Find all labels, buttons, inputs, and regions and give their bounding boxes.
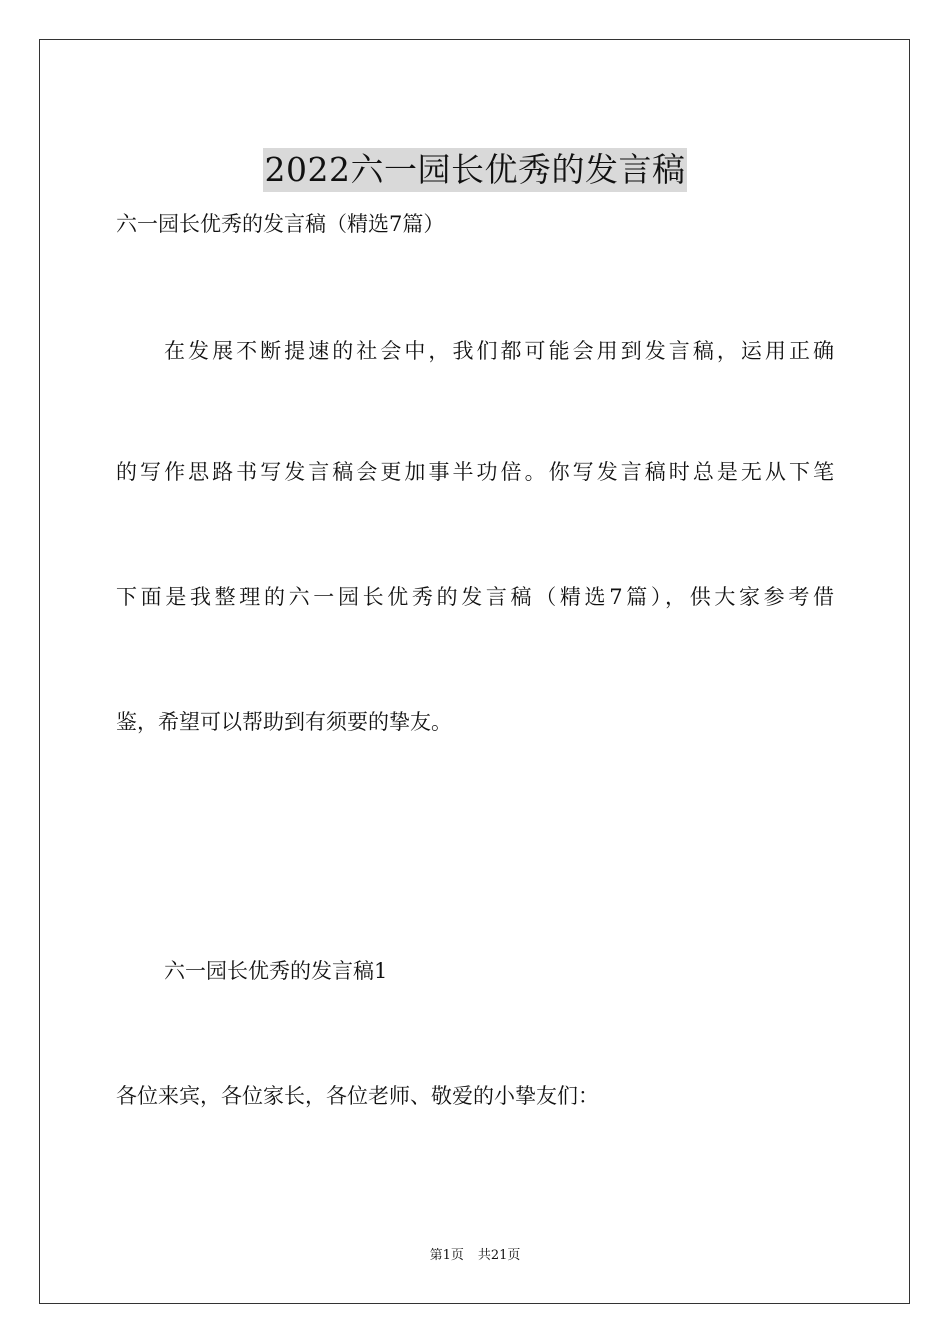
page-footer (0, 1246, 950, 1266)
intro-line-3: 下面是我整理的六一园长优秀的发言稿（精选7篇），供大家参考借 (116, 585, 834, 609)
document-title: 2022六一园长优秀的发言稿 (263, 148, 688, 192)
intro-line-1: 在发展不断提速的社会中，我们都可能会用到发言稿，运用正确 (164, 339, 834, 363)
intro-line-4: 鉴，希望可以帮助到有须要的挚友。 (116, 710, 452, 734)
intro-line-2: 的写作思路书写发言稿会更加事半功倍。你写发言稿时总是无从下笔 (116, 460, 834, 484)
page-total: 共21页 (477, 1248, 521, 1263)
title-container (0, 126, 950, 214)
document-subtitle: 六一园长优秀的发言稿（精选7篇） (116, 212, 445, 236)
page-number: 第1页 (429, 1248, 464, 1263)
greeting-line: 各位来宾，各位家长，各位老师、敬爱的小挚友们： (116, 1084, 599, 1108)
section-heading: 六一园长优秀的发言稿1 (164, 959, 388, 983)
